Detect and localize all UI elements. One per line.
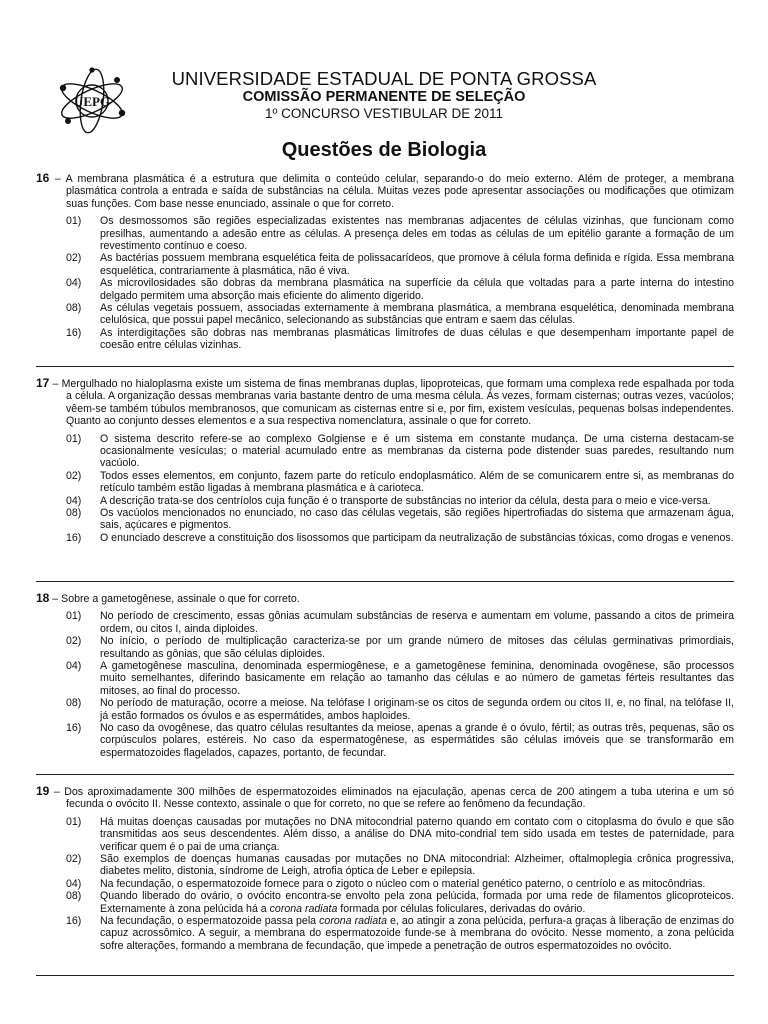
alternative-08: 08) As células vegetais possuem, associadas externamente à membrana plasmática, a membrana esquelética, denominada membrana celulósica, que possui papel mecânico, selecionando as substâncias que entram e saem das células. xyxy=(66,302,734,327)
question-18 xyxy=(36,592,734,759)
alternatives-list xyxy=(36,610,734,759)
alternative-02: 02) Todos esses elementos, em conjunto, fazem parte do retículo endoplasmático. Além de se comunicarem entre si, as membranas do retículo também estão ligadas à membrana plasmática e à carioteca. xyxy=(66,469,734,495)
alternative-02: 02) As bactérias possuem membrana esquelética feita de polissacarídeos, que promove à célula forma definida e rígida. Essa membrana esquelética, contrariamente à plasmática, não é viva. xyxy=(66,252,734,277)
header xyxy=(130,68,638,122)
question-16 xyxy=(36,172,734,352)
stem-text: Sobre a gametogênese, assinale o que for correto. xyxy=(61,593,300,605)
alternative-16: 16) No caso da ovogênese, das quatro células resultantes da meiose, apenas a grande é o óvulo, fértil; as outras três, pequenas, são os corpúsculos polares, estéreis. No caso da espermatogênese, as espermátides são células imóveis que se transformarão em espermatozoides flagelados, capazes, portanto, de fecundar. xyxy=(66,722,734,759)
question-19 xyxy=(36,785,734,952)
alternative-08: 08) No período de maturação, ocorre a meiose. Na telófase I originam-se os citos de segunda ordem ou citos II, e, no final, na telófase II, já estão formados os óvulos e as espermátides, ambos haploides. xyxy=(66,697,734,722)
divider xyxy=(36,581,734,582)
university-name: UNIVERSIDADE ESTADUAL DE PONTA GROSSA xyxy=(171,68,597,89)
question-stem: 16 – A membrana plasmática é a estrutura que delimita o conteúdo celular, separando-o do meio externo. Além de proteger, a membrana plasmática controla a entrada e saída de substâncias na célula. Muitas vezes pode apresentar associações ou modificações que otimizam suas funções. Com base nesse enunciado, assinale o que for correto. xyxy=(36,171,734,210)
alternative-04: 04) A descrição trata-se dos centríolos cuja função é o transporte de substâncias no interior da célula, desta para o meio e vice-versa. xyxy=(66,494,711,507)
alternative-04: 04) As microvilosidades são dobras da membrana plasmática na superfície da célula que voltadas para a parte interna do intestino delgado permitem uma absorção mais eficiente do alimento digerido. xyxy=(66,277,734,302)
alternative-08: 08) Quando liberado do ovário, o ovócito encontra-se envolto pela zona pelúcida, formada por uma rede de filamentos glicoproteicos. Externamente à zona pelúcida há a corona radiata formada por células foliculares, derivadas do ovário. xyxy=(66,890,734,915)
alternative-16: 16) As interdigitações são dobras nas membranas plasmáticas limítrofes de duas células e que desempenham importante papel de coesão entre células vizinhas. xyxy=(66,326,734,352)
divider xyxy=(36,774,734,775)
divider xyxy=(36,975,734,976)
alternative-02: 02) No início, o período de multiplicação caracteriza-se por um grande número de mitoses das células germinativas primordiais, resultando as gônias, que são células diploides. xyxy=(66,635,734,660)
alternative-01: 01) Os desmossomos são regiões especializadas existentes nas membranas adjacentes de células vizinhas, que funcionam como presilhas, aumentando a adesão entre as células. A presença deles em todas as células de um epitélio garante a formação de um revestimento contínuo e coeso. xyxy=(66,215,734,253)
alternatives-list xyxy=(36,816,734,952)
alternative-01: 01) No período de crescimento, essas gônias acumulam substâncias de reserva e aumentam em volume, passando a citos de primeira ordem, ou citos I, ainda diploides. xyxy=(66,610,734,635)
stem-text: Dos aproximadamente 300 milhões de espermatozoides eliminados na ejaculação, apenas cerca de 200 atingem a tuba uterina e um só fecunda o ovócito II. Nesse contexto, assinale o que for correto, no que se refere ao fenômeno da fecundação. xyxy=(64,786,734,811)
alternative-08: 08) Os vacúolos mencionados no enunciado, no caso das células vegetais, são regiões hipertrofiadas do sistema que armazenam água, sais, açúcares e pigmentos. xyxy=(66,507,734,532)
question-17 xyxy=(36,377,734,544)
question-number: 17 xyxy=(36,376,50,390)
question-number: 18 xyxy=(36,591,50,605)
alternative-04: 04) A gametogênese masculina, denominada espermiogênese, e a gametogênese feminina, denominada ovogênese, são processos muito semelhantes, diferindo basicamente em relação ao tamanho das células e ao número de gametas férteis resultantes das mitoses, ao final do processo. xyxy=(66,660,734,697)
alternative-16: 16) Na fecundação, o espermatozoide passa pela corona radiata e, ao atingir a zona pelúcida, perfura-a graças à liberação de enzimas do capuz acrossômico. A seguir, a membrana do espermatozoide funde-se à membrana do ovócito. Nesse momento, a zona pelúcida sofre alterações, formando a membrana de fecundação, que impede a penetração de outros espermatozoides no ovócito. xyxy=(66,915,735,952)
alternative-01: 01) Há muitas doenças causadas por mutações no DNA mitocondrial paterno quando em contato com o citoplasma do óvulo e que são transmitidas aos seus descendentes. Além disso, a análise do DNA mito-condrial tem sido usada em testes de paternidade, para verificar quem é o pai de uma criança. xyxy=(66,815,734,853)
contest-name: 1º CONCURSO VESTIBULAR DE 2011 xyxy=(264,106,503,121)
commission-name: COMISSÃO PERMANENTE DE SELEÇÃO xyxy=(242,89,526,105)
alternative-04: 04) Na fecundação, o espermatozoide fornece para o zigoto o núcleo com o material genético paterno, o centríolo e as mitocôndrias. xyxy=(66,877,706,890)
question-number: 19 xyxy=(36,784,50,798)
question-stem: 19 – Dos aproximadamente 300 milhões de espermatozoides eliminados na ejaculação, apenas cerca de 200 atingem a tuba uterina e um só fecunda o ovócito II. Nesse contexto, assinale o que for correto, no que se refere ao fenômeno da fecundação. xyxy=(36,784,734,811)
alternatives-list xyxy=(36,215,734,351)
question-stem: 18 – Sobre a gametogênese, assinale o que for correto. xyxy=(36,591,300,605)
page-title: Questões de Biologia xyxy=(281,139,487,161)
alternatives-list xyxy=(36,433,734,545)
divider xyxy=(36,366,734,367)
stem-text: A membrana plasmática é a estrutura que delimita o conteúdo celular, separando-o do meio externo. Além de proteger, a membrana plasmática controla a entrada e saída de substâncias na célula. Muitas vezes pode apresentar associações ou modificações que otimizam suas funções. Com base nesse enunciado, assinale o que for correto. xyxy=(65,173,734,210)
question-stem: 17 – Mergulhado no hialoplasma existe um sistema de finas membranas duplas, lipoproteicas, que formam uma complexa rede espalhada por toda a célula. A organização dessas membranas varia bastante dentro de uma mesma célula. Às vezes, formam cisternas; outras vezes, vacúolos; vêem-se também túbulos membranosos, que comunicam as cisternas entre si e, por fim, existem vesículas, pequenas bolsas independentes. Quanto ao conjunto desses elementos e a sua respectiva nomenclatura, assinale o que for correto. xyxy=(36,376,735,428)
stem-text: Mergulhado no hialoplasma existe um sistema de finas membranas duplas, lipoproteicas, que formam uma complexa rede espalhada por toda a célula. A organização dessas membranas varia bastante dentro de uma mesma célula. Às vezes, formam cisternas; outras vezes, vacúolos; vêem-se também túbulos membranosos, que comunicam as cisternas entre si e, por fim, existem vesículas, pequenas bolsas independentes. Quanto ao conjunto desses elementos e a sua respectiva nomenclatura, assinale o que for correto. xyxy=(61,378,735,428)
university-logo-icon xyxy=(54,66,130,136)
alternative-01: 01) O sistema descrito refere-se ao complexo Golgiense e é um sistema em constante mudança. De uma cisterna destacam-se ocasionalmente vesículas; o material acumulado entre as membranas da cisterna pode distender suas paredes, resultando num vacúolo. xyxy=(66,432,734,470)
logo-letters: UEPG xyxy=(73,94,111,109)
question-number: 16 xyxy=(36,171,50,185)
alternative-02: 02) São exemplos de doenças humanas causadas por mutações no DNA mitocondrial: Alzheimer, oftalmoplegia crônica progressiva, diabetes melito, distonia, síndrome de Leigh, atrofia óptica de Leber e epilepsia. xyxy=(66,853,734,878)
alternative-16: 16) O enunciado descreve a constituição dos lisossomos que participam da neutralização de substâncias tóxicas, como drogas e venenos. xyxy=(66,531,734,544)
